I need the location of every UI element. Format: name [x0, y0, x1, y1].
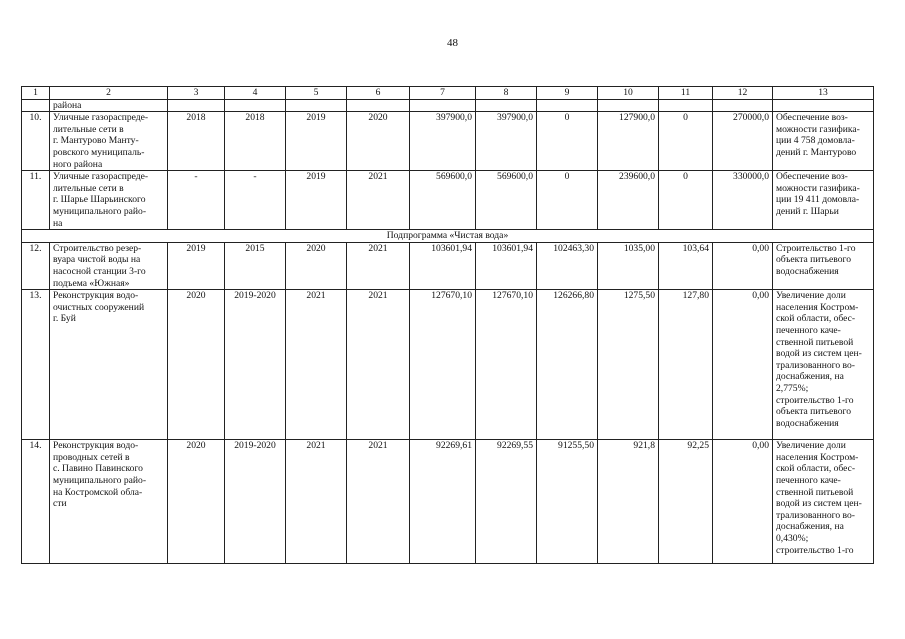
cell: 2019 — [168, 242, 225, 289]
cell: 0 — [537, 112, 598, 171]
cell: 127670,10 — [476, 290, 537, 440]
table-row — [22, 440, 874, 564]
table-row — [22, 171, 874, 230]
cell: 921,8 — [598, 440, 659, 564]
result-text: Строительство 1-го объекта питьевого водоснабжения — [773, 242, 874, 289]
column-number: 12 — [713, 87, 773, 100]
object-name: Строительство резер- вуара чистой воды на насосной станции 3-го подъема «Южная» — [50, 242, 168, 289]
table-row — [22, 112, 874, 171]
cell: 2021 — [286, 290, 347, 440]
cell: 397900,0 — [410, 112, 476, 171]
cell: 2021 — [347, 290, 410, 440]
cell: 0,00 — [713, 242, 773, 289]
result-text: Обеспечение воз- можности газифика- ции 19 411 домовла- дений г. Шарьи — [773, 171, 874, 230]
object-name: Реконструкция водо- проводных сетей в с. Павино Павинского муниципального райо- на Костромской обла- сти — [50, 440, 168, 564]
cell: 2018 — [225, 112, 286, 171]
cell: 2021 — [347, 440, 410, 564]
column-number-row — [22, 87, 874, 100]
cell: 2020 — [286, 242, 347, 289]
cell: 2019 — [286, 171, 347, 230]
cell: 330000,0 — [713, 171, 773, 230]
cell: 127900,0 — [598, 112, 659, 171]
cell: - — [225, 171, 286, 230]
cell: 127,80 — [659, 290, 713, 440]
cell: 92,25 — [659, 440, 713, 564]
cell: 239600,0 — [598, 171, 659, 230]
subprogram-row — [22, 230, 874, 243]
cell: 2020 — [168, 440, 225, 564]
cell: 397900,0 — [476, 112, 537, 171]
cell: 2018 — [168, 112, 225, 171]
object-name: района — [50, 99, 168, 112]
cell: 2021 — [347, 171, 410, 230]
cell: 92269,55 — [476, 440, 537, 564]
cell: 126266,80 — [537, 290, 598, 440]
cell: 0,00 — [713, 290, 773, 440]
cell: 2021 — [286, 440, 347, 564]
table-row — [22, 242, 874, 289]
program-table — [21, 86, 874, 564]
cell: 2020 — [347, 112, 410, 171]
column-number: 11 — [659, 87, 713, 100]
column-number: 13 — [773, 87, 874, 100]
cell: 103601,94 — [476, 242, 537, 289]
page-number: 48 — [447, 37, 458, 49]
result-text: Увеличение доли населения Костром- ской области, обес- печенного каче- ственной питьевой водой из систем цен- трализованного во- доснабжения, на 2,775%; строительство 1-го объекта питьевого водоснабжения — [773, 290, 874, 440]
column-number: 10 — [598, 87, 659, 100]
continuation-row — [22, 99, 874, 112]
cell: 2019-2020 — [225, 290, 286, 440]
cell: 91255,50 — [537, 440, 598, 564]
subprogram-title: Подпрограмма «Чистая вода» — [22, 230, 874, 243]
column-number: 3 — [168, 87, 225, 100]
cell: 2020 — [168, 290, 225, 440]
result-text: Увеличение доли населения Костром- ской области, обес- печенного каче- ственной питьевой водой из систем цен- трализованного во- доснабжения, на 0,430%; строительство 1-го — [773, 440, 874, 564]
object-name: Уличные газораспреде- лительные сети в г. Шарье Шарьинского муниципального райо- на — [50, 171, 168, 230]
cell: 569600,0 — [410, 171, 476, 230]
cell: 103601,94 — [410, 242, 476, 289]
cell: 0 — [537, 171, 598, 230]
object-name: Реконструкция водо- очистных сооружений г. Буй — [50, 290, 168, 440]
cell: 127670,10 — [410, 290, 476, 440]
cell: 270000,0 — [713, 112, 773, 171]
cell: 569600,0 — [476, 171, 537, 230]
result-text: Обеспечение воз- можности газифика- ции 4 758 домовла- дений г. Мантурово — [773, 112, 874, 171]
row-number: 13. — [22, 290, 50, 440]
column-number: 7 — [410, 87, 476, 100]
column-number: 5 — [286, 87, 347, 100]
row-number: 10. — [22, 112, 50, 171]
column-number: 9 — [537, 87, 598, 100]
cell: 0 — [659, 112, 713, 171]
cell: 1035,00 — [598, 242, 659, 289]
table-row — [22, 290, 874, 440]
column-number: 2 — [50, 87, 168, 100]
column-number: 6 — [347, 87, 410, 100]
cell: 92269,61 — [410, 440, 476, 564]
cell: - — [168, 171, 225, 230]
row-number: 11. — [22, 171, 50, 230]
column-number: 8 — [476, 87, 537, 100]
cell: 2021 — [347, 242, 410, 289]
cell: 2015 — [225, 242, 286, 289]
column-number: 1 — [22, 87, 50, 100]
row-number: 12. — [22, 242, 50, 289]
cell: 102463,30 — [537, 242, 598, 289]
object-name: Уличные газораспреде- лительные сети в г. Мантурово Манту- ровского муниципаль- ного района — [50, 112, 168, 171]
cell: 2019 — [286, 112, 347, 171]
cell: 103,64 — [659, 242, 713, 289]
cell: 1275,50 — [598, 290, 659, 440]
cell: 2019-2020 — [225, 440, 286, 564]
cell: 0 — [659, 171, 713, 230]
column-number: 4 — [225, 87, 286, 100]
row-number: 14. — [22, 440, 50, 564]
cell: 0,00 — [713, 440, 773, 564]
